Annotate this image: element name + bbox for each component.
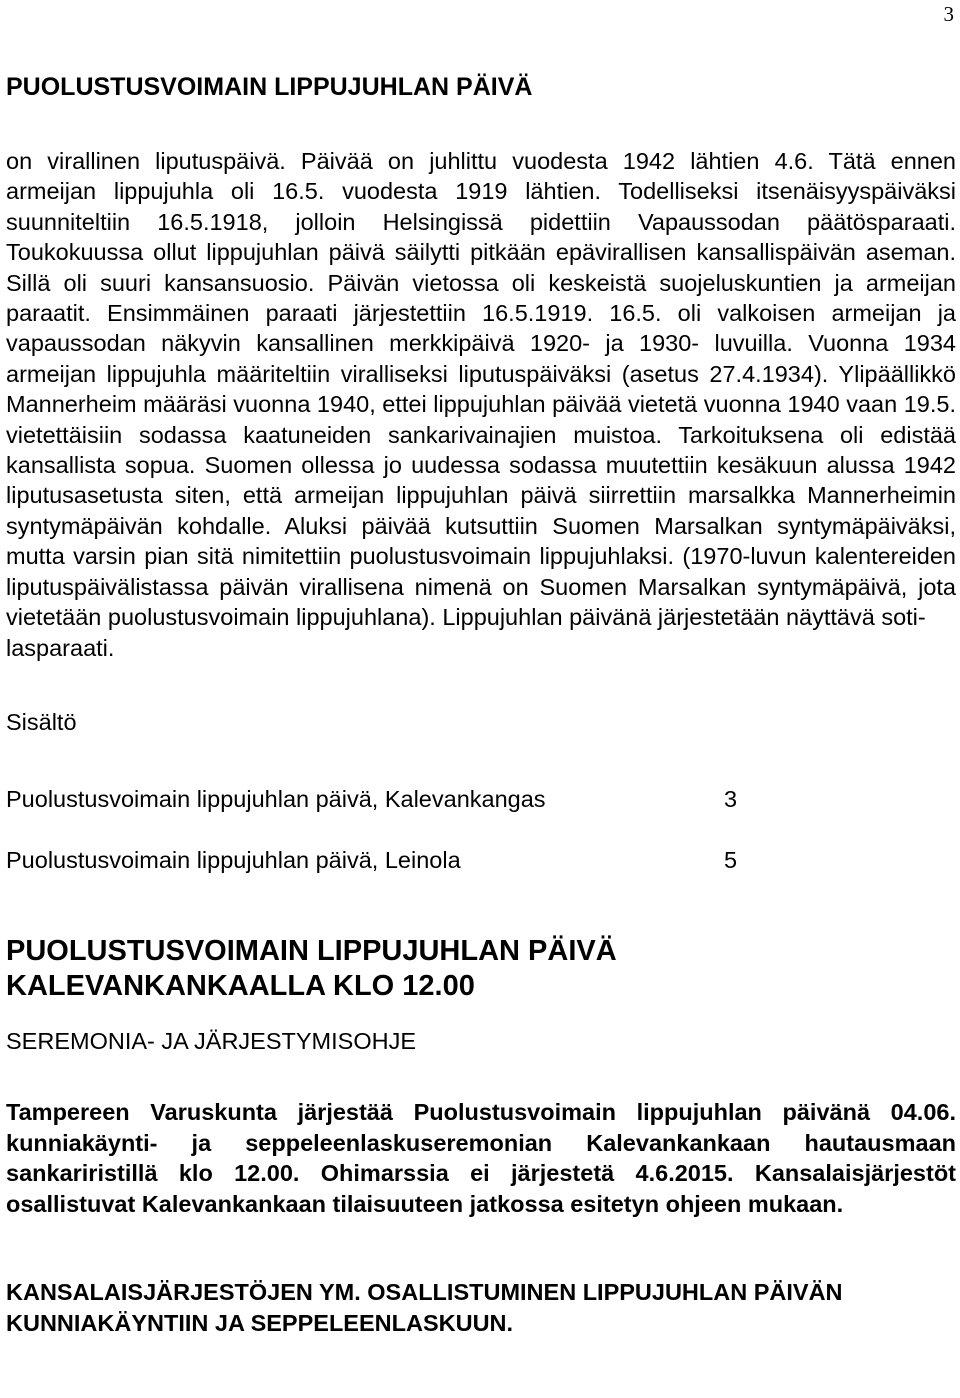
intro-paragraph xyxy=(6,146,956,663)
section-subtitle: SEREMONIA- JA JÄRJESTYMISOHJE xyxy=(6,1027,417,1054)
main-title: PUOLUSTUSVOIMAIN LIPPUJUHLAN PÄIVÄ xyxy=(6,73,533,101)
page-number: 3 xyxy=(943,2,954,26)
intro-paragraph-text: on virallinen liputuspäivä. Päivää on juhlittu vuodesta 1942 lähtien 4.6. Tätä ennen armeijan lippujuhla oli 16.5. vuodesta 1919 lähtien. Todelliseksi itsenäisyyspäiväksi suunniteltiin 16.5.1918, jolloin Helsingissä pidettiin Vapaussodan päätösparaati. Toukokuussa ollut lippujuhlan päivä säilytti pitkään epävirallisen kansallispäivän aseman. Sillä oli suuri kansansuosio. Päivän vietossa oli keskeistä suojeluskuntien ja armeijan paraatit. Ensimmäinen paraati järjestettiin 16.5.1919. 16.5. oli valkoisen armeijan ja vapaussodan näkyvin kansallinen merkkipäivä 1920- ja 1930- luvuilla. Vuonna 1934 armeijan lippujuhla määriteltiin viralliseksi liputuspäiväksi (asetus 27.4.1934). Ylipäällikkö Mannerheim määräsi vuonna 1940, ettei lippujuhlan päivää vietetä vuonna 1940 vaan 19.5. vietettäisiin sodassa kaatuneiden sankarivainajien muistoa. Tarkoituksena oli edistää kansallista sopua. Suomen ollessa jo uudessa sodassa muutettiin kesäkuun alussa 1942 liputusasetusta siten, että armeijan lippujuhlan päivä siirrettiin marsalkka Mannerheimin syntymäpäivän kohdalle. Aluksi päivää kutsuttiin Suomen Marsalkan syntymäpäiväksi, mutta varsin pian sitä nimitettiin puolustusvoimain lippujuhlaksi. (1970-luvun kalentereiden liputuspäivälistassa päivän virallisena nimenä on Suomen Marsalkan syntymäpäivä, jota vietetään puolustusvoimain lippujuhlana). Lippujuhlan päivänä järjestetään näyttävä soti- xyxy=(6,148,956,631)
section-heading-line: KALEVANKANKAALLA KLO 12.00 xyxy=(6,969,475,1002)
section-subheading-line: KANSALAISJÄRJESTÖJEN YM. OSALLISTUMINEN LIPPUJUHLAN PÄIVÄN xyxy=(6,1279,843,1306)
toc-entry-text: Puolustusvoimain lippujuhlan päivä, Leinola xyxy=(6,846,461,873)
document-body xyxy=(6,72,956,1338)
toc-entry-text: Puolustusvoimain lippujuhlan päivä, Kalevankangas xyxy=(6,785,546,812)
section-subheading xyxy=(6,1277,956,1338)
section-subheading-line: KUNNIAKÄYNTIIN JA SEPPELEENLASKUUN. xyxy=(6,1309,514,1336)
toc-entry[interactable] xyxy=(6,784,956,814)
section-heading-line: PUOLUSTUSVOIMAIN LIPPUJUHLAN PÄIVÄ xyxy=(6,934,617,967)
intro-paragraph-last-line: lasparaati. xyxy=(6,634,115,661)
section-paragraph: Tampereen Varuskunta järjestää Puolustusvoimain lippujuhlan päivänä 04.06. kunniakäynti- ja seppeleenlaskuseremonian Kalevankankaan hautausmaan sankariristillä klo 12.00. Ohimarssia ei järjestetä 4.6.2015. Kansalaisjärjestöt osallistuvat Kalevankankaan tilaisuuteen jatkossa esitetyn ohjeen mukaan. xyxy=(6,1098,956,1217)
toc-entry-page: 3 xyxy=(724,785,738,812)
toc-entry[interactable] xyxy=(6,845,956,875)
toc-entry-page: 5 xyxy=(724,846,738,873)
section-heading xyxy=(6,934,956,1004)
toc-title: Sisältö xyxy=(6,708,77,735)
